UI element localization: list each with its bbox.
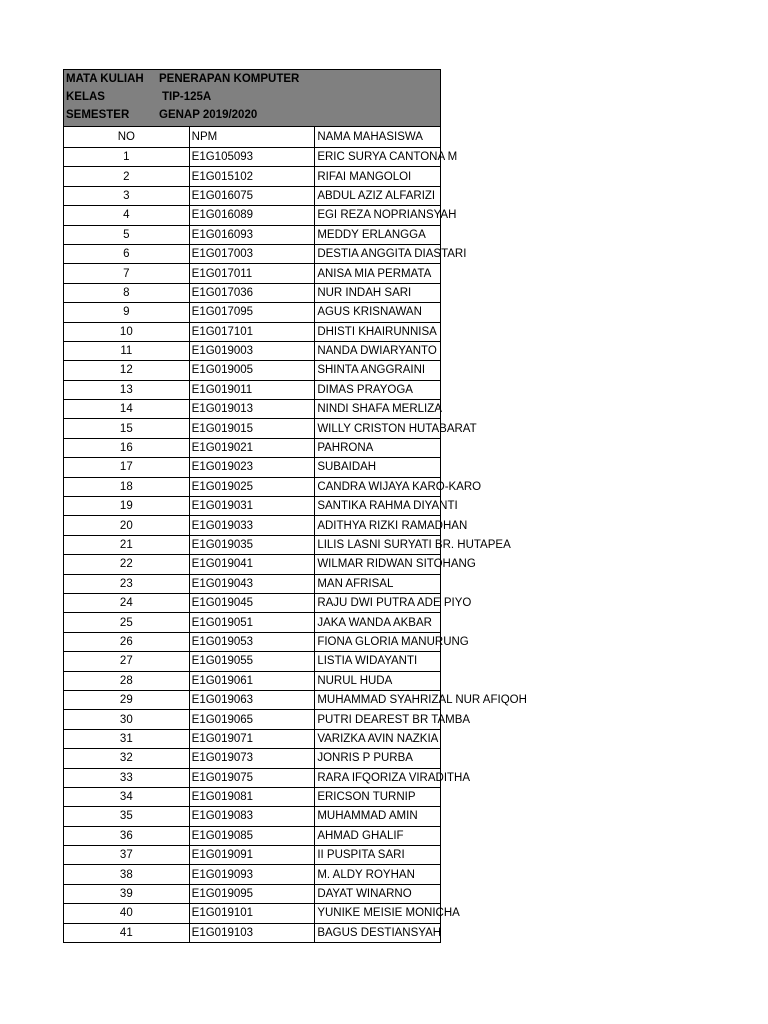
row-number: 33 (64, 768, 190, 787)
row-student-name: NUR INDAH SARI (315, 283, 441, 302)
table-row (64, 787, 441, 806)
table-row (64, 206, 441, 225)
table-row (64, 341, 441, 360)
table-row (64, 846, 441, 865)
row-npm: E1G019073 (189, 749, 315, 768)
table-row (64, 283, 441, 302)
row-student-name: JONRIS P PURBA (315, 749, 441, 768)
table-row (64, 904, 441, 923)
table-row (64, 613, 441, 632)
row-npm: E1G017011 (189, 264, 315, 283)
row-npm: E1G019085 (189, 826, 315, 845)
row-student-name: WILLY CRISTON HUTABARAT (315, 419, 441, 438)
row-number: 13 (64, 380, 190, 399)
table-row (64, 516, 441, 535)
table-row (64, 380, 441, 399)
table-row (64, 186, 441, 205)
row-npm: E1G105093 (189, 148, 315, 167)
row-number: 18 (64, 477, 190, 496)
row-student-name: RARA IFQORIZA VIRADITHA (315, 768, 441, 787)
table-row (64, 749, 441, 768)
row-student-name: YUNIKE MEISIE MONICHA (315, 904, 441, 923)
row-number: 37 (64, 846, 190, 865)
table-row (64, 574, 441, 593)
row-number: 25 (64, 613, 190, 632)
table-row (64, 690, 441, 709)
row-number: 9 (64, 303, 190, 322)
table-row (64, 458, 441, 477)
course-line (66, 70, 440, 88)
table-row (64, 244, 441, 263)
row-student-name: NANDA DWIARYANTO (315, 341, 441, 360)
row-number: 35 (64, 807, 190, 826)
row-number: 12 (64, 361, 190, 380)
row-student-name: FIONA GLORIA MANURUNG (315, 632, 441, 651)
column-header-npm: NPM (189, 127, 315, 148)
semester-label: SEMESTER (66, 109, 130, 121)
row-npm: E1G019021 (189, 438, 315, 457)
table-row (64, 535, 441, 554)
table-row (64, 923, 441, 942)
row-npm: E1G019041 (189, 555, 315, 574)
row-npm: E1G019093 (189, 865, 315, 884)
row-number: 34 (64, 787, 190, 806)
row-npm: E1G017101 (189, 322, 315, 341)
row-npm: E1G019015 (189, 419, 315, 438)
semester-value: GENAP 2019/2020 (159, 109, 258, 121)
row-npm: E1G016089 (189, 206, 315, 225)
row-npm: E1G019031 (189, 497, 315, 516)
row-number: 3 (64, 186, 190, 205)
table-row (64, 555, 441, 574)
table-row (64, 826, 441, 845)
row-number: 16 (64, 438, 190, 457)
row-number: 29 (64, 690, 190, 709)
row-student-name: SANTIKA RAHMA DIYANTI (315, 497, 441, 516)
row-npm: E1G017036 (189, 283, 315, 302)
class-label: KELAS (66, 91, 105, 103)
row-number: 31 (64, 729, 190, 748)
table-row (64, 148, 441, 167)
row-number: 28 (64, 671, 190, 690)
row-student-name: EGI REZA NOPRIANSYAH (315, 206, 441, 225)
row-student-name: NINDI SHAFA MERLIZA (315, 400, 441, 419)
row-npm: E1G019091 (189, 846, 315, 865)
row-npm: E1G019101 (189, 904, 315, 923)
table-row (64, 729, 441, 748)
row-number: 8 (64, 283, 190, 302)
row-student-name: AGUS KRISNAWAN (315, 303, 441, 322)
row-student-name: PUTRI DEAREST BR TAMBA (315, 710, 441, 729)
table-row (64, 710, 441, 729)
row-number: 40 (64, 904, 190, 923)
row-number: 5 (64, 225, 190, 244)
row-student-name: DHISTI KHAIRUNNISA (315, 322, 441, 341)
row-student-name: M. ALDY ROYHAN (315, 865, 441, 884)
row-npm: E1G019051 (189, 613, 315, 632)
row-number: 39 (64, 884, 190, 903)
row-npm: E1G019053 (189, 632, 315, 651)
row-npm: E1G019103 (189, 923, 315, 942)
row-student-name: MEDDY ERLANGGA (315, 225, 441, 244)
table-row (64, 632, 441, 651)
row-number: 30 (64, 710, 190, 729)
column-header-row (64, 127, 441, 148)
course-label: MATA KULIAH (66, 73, 144, 85)
row-npm: E1G019043 (189, 574, 315, 593)
row-npm: E1G019003 (189, 341, 315, 360)
row-number: 24 (64, 593, 190, 612)
row-number: 15 (64, 419, 190, 438)
table-row (64, 419, 441, 438)
table-row (64, 322, 441, 341)
row-student-name: ERICSON TURNIP (315, 787, 441, 806)
row-student-name: DAYAT WINARNO (315, 884, 441, 903)
row-student-name: WILMAR RIDWAN SITOHANG (315, 555, 441, 574)
row-student-name: NURUL HUDA (315, 671, 441, 690)
table-row (64, 361, 441, 380)
row-number: 23 (64, 574, 190, 593)
table-row (64, 807, 441, 826)
student-list-table (63, 69, 527, 943)
row-number: 17 (64, 458, 190, 477)
row-student-name: JAKA WANDA AKBAR (315, 613, 441, 632)
row-npm: E1G019025 (189, 477, 315, 496)
row-number: 6 (64, 244, 190, 263)
row-npm: E1G015102 (189, 167, 315, 186)
row-npm: E1G019071 (189, 729, 315, 748)
row-npm: E1G019005 (189, 361, 315, 380)
semester-line (66, 106, 440, 124)
row-npm: E1G017095 (189, 303, 315, 322)
table-row (64, 671, 441, 690)
row-npm: E1G019081 (189, 787, 315, 806)
row-npm: E1G019035 (189, 535, 315, 554)
row-npm: E1G019023 (189, 458, 315, 477)
row-number: 4 (64, 206, 190, 225)
class-line (66, 88, 440, 106)
table-row (64, 768, 441, 787)
table-row (64, 497, 441, 516)
row-student-name: DESTIA ANGGITA DIASTARI (315, 244, 441, 263)
row-student-name: ABDUL AZIZ ALFARIZI (315, 186, 441, 205)
row-student-name: ADITHYA RIZKI RAMADHAN (315, 516, 441, 535)
table-row (64, 884, 441, 903)
table-row (64, 167, 441, 186)
row-student-name: SHINTA ANGGRAINI (315, 361, 441, 380)
table-row (64, 400, 441, 419)
course-value: PENERAPAN KOMPUTER (159, 73, 300, 85)
row-student-name: SUBAIDAH (315, 458, 441, 477)
class-value: TIP-125A (162, 91, 212, 103)
row-number: 32 (64, 749, 190, 768)
table-row (64, 264, 441, 283)
row-npm: E1G019055 (189, 652, 315, 671)
row-npm: E1G019061 (189, 671, 315, 690)
row-number: 36 (64, 826, 190, 845)
table-row (64, 593, 441, 612)
column-header-name: NAMA MAHASISWA (315, 127, 441, 148)
row-npm: E1G019013 (189, 400, 315, 419)
row-number: 27 (64, 652, 190, 671)
table-row (64, 652, 441, 671)
row-number: 20 (64, 516, 190, 535)
row-student-name: ANISA MIA PERMATA (315, 264, 441, 283)
row-npm: E1G019033 (189, 516, 315, 535)
column-header-no: NO (64, 127, 190, 148)
row-number: 26 (64, 632, 190, 651)
row-student-name: RAJU DWI PUTRA ADE PIYO (315, 593, 441, 612)
row-student-name: LILIS LASNI SURYATI BR. HUTAPEA (315, 535, 441, 554)
row-npm: E1G016075 (189, 186, 315, 205)
sheet-header-row (64, 70, 441, 127)
row-npm: E1G019045 (189, 593, 315, 612)
row-number: 21 (64, 535, 190, 554)
sheet-header (64, 70, 441, 127)
row-student-name: PAHRONA (315, 438, 441, 457)
row-npm: E1G019065 (189, 710, 315, 729)
row-student-name: II PUSPITA SARI (315, 846, 441, 865)
row-number: 11 (64, 341, 190, 360)
row-npm: E1G019063 (189, 690, 315, 709)
row-number: 10 (64, 322, 190, 341)
row-student-name: LISTIA WIDAYANTI (315, 652, 441, 671)
row-student-name: ERIC SURYA CANTONA M (315, 148, 441, 167)
row-number: 22 (64, 555, 190, 574)
row-number: 1 (64, 148, 190, 167)
row-npm: E1G017003 (189, 244, 315, 263)
row-student-name: MAN AFRISAL (315, 574, 441, 593)
row-student-name: VARIZKA AVIN NAZKIA (315, 729, 441, 748)
row-number: 7 (64, 264, 190, 283)
table-row (64, 438, 441, 457)
row-number: 2 (64, 167, 190, 186)
row-student-name: DIMAS PRAYOGA (315, 380, 441, 399)
row-number: 38 (64, 865, 190, 884)
table-row (64, 303, 441, 322)
row-number: 19 (64, 497, 190, 516)
row-student-name: AHMAD GHALIF (315, 826, 441, 845)
row-number: 14 (64, 400, 190, 419)
row-student-name: CANDRA WIJAYA KARO-KARO (315, 477, 441, 496)
table-row (64, 865, 441, 884)
row-number: 41 (64, 923, 190, 942)
row-npm: E1G019095 (189, 884, 315, 903)
table-row (64, 225, 441, 244)
row-npm: E1G019075 (189, 768, 315, 787)
row-student-name: MUHAMMAD AMIN (315, 807, 441, 826)
row-npm: E1G019011 (189, 380, 315, 399)
table-row (64, 477, 441, 496)
row-student-name: RIFAI MANGOLOI (315, 167, 441, 186)
row-npm: E1G016093 (189, 225, 315, 244)
row-student-name: BAGUS DESTIANSYAH (315, 923, 441, 942)
row-npm: E1G019083 (189, 807, 315, 826)
row-student-name: MUHAMMAD SYAHRIZAL NUR AFIQOH (315, 690, 441, 709)
